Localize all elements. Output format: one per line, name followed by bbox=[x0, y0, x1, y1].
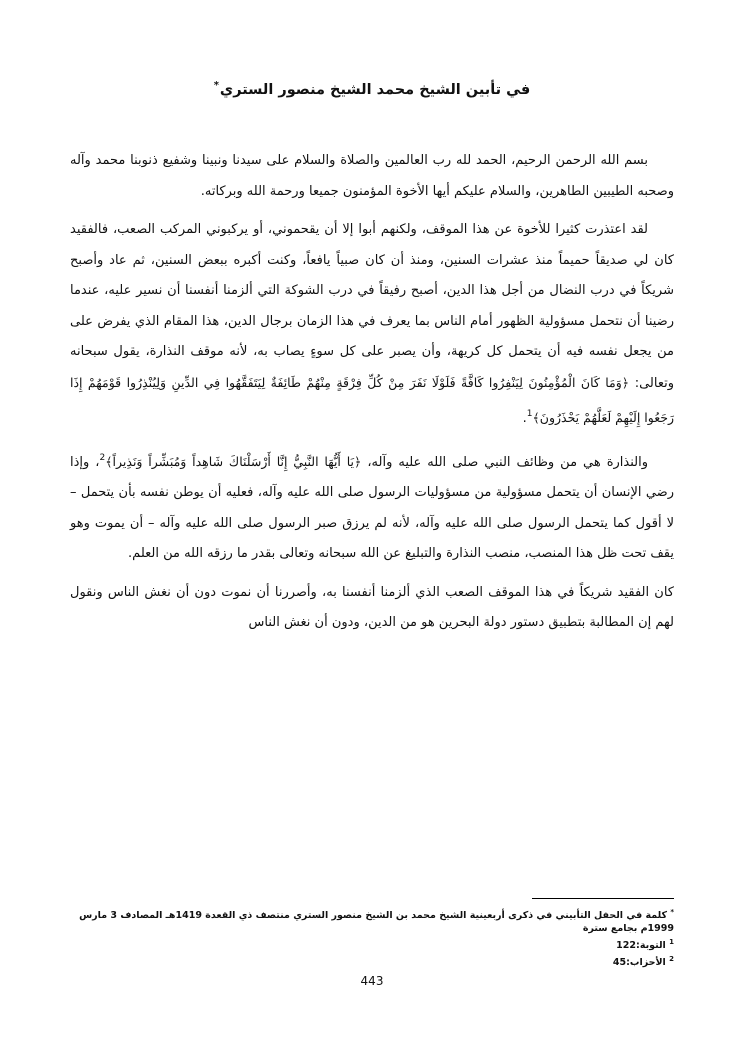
body-text bbox=[70, 146, 674, 647]
footnotes bbox=[70, 906, 674, 970]
footnote-ref-1: 1 bbox=[526, 409, 533, 419]
footnote-divider bbox=[532, 898, 674, 899]
paragraph-2 bbox=[70, 215, 674, 435]
paragraph-3-text-b: ، وإذا رضي الإنسان أن يتحمل مسؤولية من مسؤوليات الرسول صلى الله عليه وآله، فعليه أن يوطن نفسه بأن يتحمل – لا أقول كما يتحمل الرسول صلى الله عليه وآله، لأنه لم يرزق صبر الرسول صلى الله عليه وآله – أن يموت وهو يقف تحت ظل هذا المنصب، منصب النذارة والتبليغ عن الله سبحانه وتعالى بقدر ما رزقه الله من العلم. bbox=[70, 454, 674, 561]
paragraph-2-text: لقد اعتذرت كثيرا للأخوة عن هذا الموقف، ولكنهم أبوا إلا أن يقحموني، أو يركبوني المركب الصعب، فالفقيد كان لي صديقاً حميماً منذ عشرات السنين، ومنذ أن كان صبياً يافعاً، وكنت أكبره ببعض السنين، ثم عاد وأصبح شريكاً في درب النضال من أجل هذا الدين، أصبح رفيقاً في درب الشوكة التي ألزمنا أنفسنا أن نسير عليه، عندما رضينا أن نتحمل مسؤولية الظهور أمام الناس بما يعرف في هذا الزمان برجال الدين، هذا المقام الذي يفرض على من يجعل نفسه فيه أن يتحمل كل كريهة، وأن يصبر على كل سوءٍ يصاب به، لأنه موقف النذارة، يقول سبحانه وتعالى: bbox=[70, 222, 675, 391]
title-text: في تأبين الشيخ محمد الشيخ منصور الستري bbox=[219, 82, 531, 98]
quran-verse-1: ﴿وَمَا كَانَ الْمُؤْمِنُونَ لِيَنْفِرُوا كَافَّةً فَلَوْلَا نَفَرَ مِنْ كُلِّ فِرْقَةٍ مِنْهُمْ طَائِفَةٌ لِيَتَفَقَّهُوا فِي الدِّينِ وَلِيُنْذِرُوا قَوْمَهُمْ إِذَا رَجَعُوا إِلَيْهِمْ لَعَلَّهُمْ يَحْذَرُونَ﴾ bbox=[70, 374, 674, 425]
footnote-0 bbox=[70, 906, 674, 935]
paragraph-3-text-a: والنذارة هي من وظائف النبي صلى الله عليه وآله، bbox=[361, 454, 649, 470]
footnote-1 bbox=[70, 936, 674, 952]
paragraph-4: كان الفقيد شريكاً في هذا الموقف الصعب الذي ألزمنا أنفسنا به، وأصررنا أن نموت دون أن نغش الناس ونقول لهم إن المطالبة بتطبيق دستور دولة البحرين هو من الدين، ودون أن نغش الناس bbox=[70, 584, 674, 630]
document-page bbox=[70, 0, 674, 1052]
quran-verse-2: ﴿يَا أَيُّهَا النَّبِيُّ إِنَّا أَرْسَلْنَاكَ شَاهِداً وَمُبَشِّراً وَنَذِيراً﴾ bbox=[105, 453, 362, 469]
footnote-0-text: كلمة في الحفل التأبيني في ذكرى أربعينية الشيخ محمد بن الشيخ منصور الستري منتصف ذي القعدة 1419هـ المصادف 3 مارس 1999م بجامع سترة bbox=[79, 910, 674, 934]
footnote-1-mark: 1 bbox=[669, 938, 674, 946]
footnote-2-text: الأحزاب:45 bbox=[612, 957, 666, 968]
footnote-2-mark: 2 bbox=[669, 955, 674, 963]
page-title bbox=[70, 76, 674, 100]
paragraph-1: بسم الله الرحمن الرحيم، الحمد لله رب العالمين والصلاة والسلام على سيدنا ونبينا وشفيع ذنوبنا محمد وآله وصحبه الطيبين الطاهرين، والسلام عليكم أيها الأخوة المؤمنون جميعا ورحمة الله وبركاته. bbox=[70, 153, 674, 199]
title-footnote-mark: * bbox=[213, 80, 219, 91]
paragraph-3 bbox=[70, 443, 674, 570]
footnote-2 bbox=[70, 953, 674, 969]
paragraph-2-end: . bbox=[522, 411, 527, 426]
footnote-1-text: التوبة:122 bbox=[616, 940, 666, 951]
footnote-0-mark: * bbox=[670, 908, 674, 916]
page-number: 443 bbox=[360, 974, 384, 988]
footnote-ref-2: 2 bbox=[99, 452, 106, 463]
